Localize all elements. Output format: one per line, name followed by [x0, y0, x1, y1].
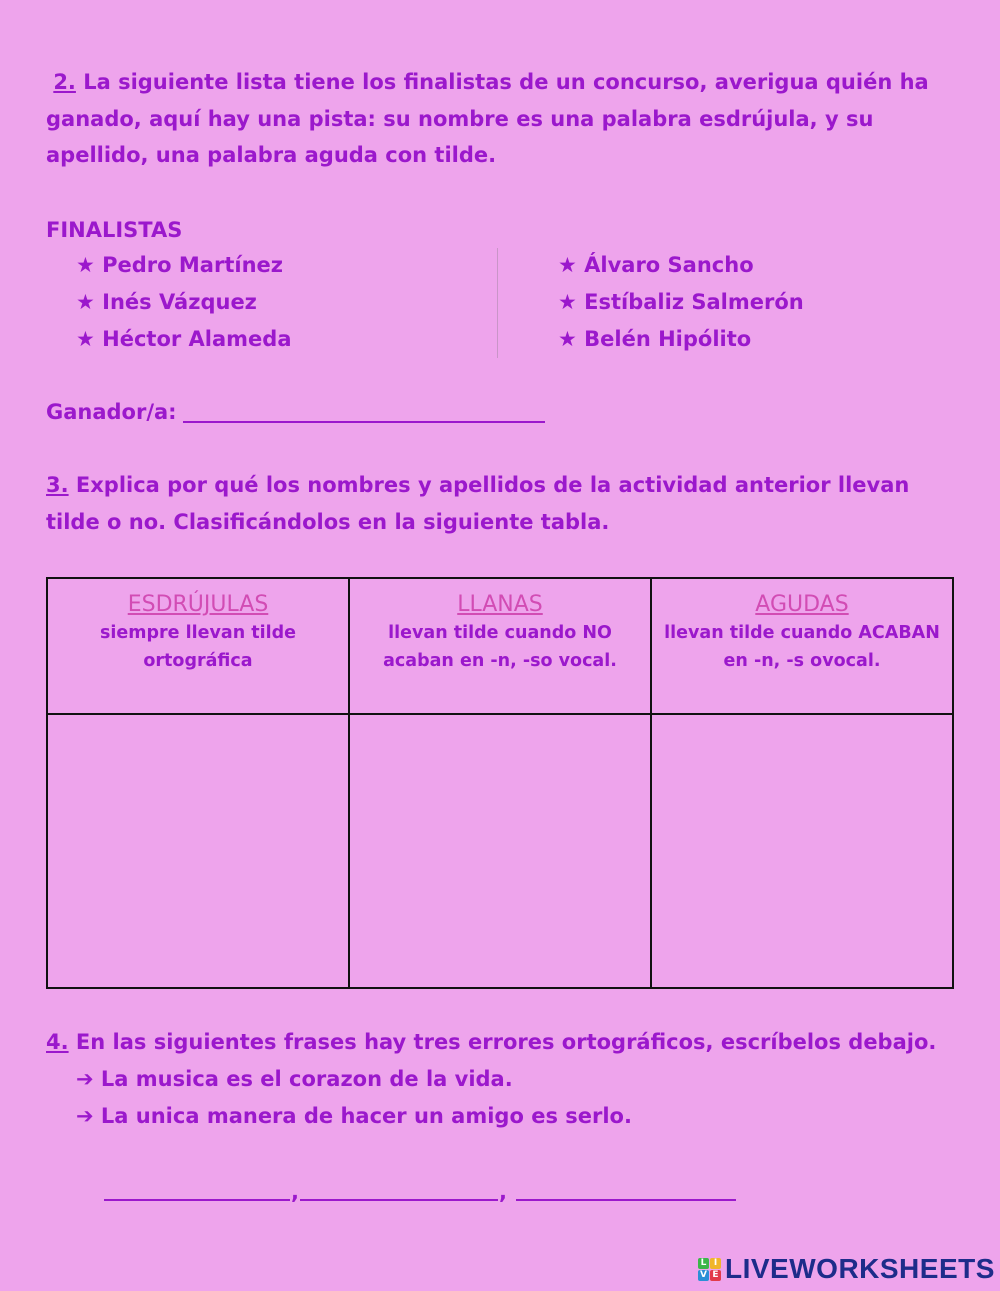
question-4 — [46, 1024, 936, 1061]
error-answer-field-2[interactable] — [300, 1178, 498, 1201]
error-answer-field-1[interactable] — [104, 1178, 290, 1201]
finalist-item: ★ Héctor Alameda — [76, 326, 292, 351]
sentence-list — [76, 1061, 632, 1134]
question-2-text: La siguiente lista tiene los finalistas de un concurso, averigua quién ha ganado, aquí hay una pista: su nombre es una palabra esdrújula, y su apellido, una palabra aguda con tilde. — [46, 70, 929, 167]
question-3 — [46, 467, 946, 540]
question-4-number: 4. — [46, 1030, 69, 1054]
arrow-icon: ➔ — [76, 1067, 94, 1091]
column-header-esdrujulas: ESDRÚJULAS siempre llevan tilde ortográfica — [47, 578, 349, 714]
column-header-agudas: AGUDAS llevan tilde cuando ACABAN en -n, -s ovocal. — [651, 578, 953, 714]
finalists-right-list — [558, 247, 804, 357]
finalist-item: ★ Belén Hipólito — [558, 326, 752, 351]
finalists-title: FINALISTAS — [46, 218, 183, 242]
column-divider — [497, 248, 498, 358]
winner-label: Ganador/a: — [46, 400, 177, 424]
answer-cell-llanas[interactable] — [349, 714, 651, 988]
finalist-item: ★ Inés Vázquez — [76, 289, 257, 314]
winner-answer-field[interactable] — [183, 399, 545, 423]
sentence-item: ➔ La unica manera de hacer un amigo es serlo. — [76, 1103, 632, 1128]
question-3-number: 3. — [46, 473, 69, 497]
finalist-item: ★ Pedro Martínez — [76, 253, 283, 277]
sentence-item: ➔ La musica es el corazon de la vida. — [76, 1067, 513, 1091]
question-3-text: Explica por qué los nombres y apellidos de la actividad anterior llevan tilde o no. Clasificándolos en la siguiente tabla. — [46, 473, 910, 534]
arrow-icon: ➔ — [76, 1103, 94, 1128]
star-icon: ★ — [76, 289, 95, 314]
question-2 — [46, 64, 936, 174]
liveworksheets-logo — [698, 1253, 995, 1285]
star-icon: ★ — [76, 326, 95, 351]
logo-text: LIVEWORKSHEETS — [725, 1253, 995, 1284]
answer-cell-esdrujulas[interactable] — [47, 714, 349, 988]
error-answer-field-3[interactable] — [516, 1178, 736, 1201]
star-icon: ★ — [558, 253, 577, 277]
column-header-llanas: LLANAS llevan tilde cuando NO acaban en -n, -so vocal. — [349, 578, 651, 714]
classification-table — [46, 577, 954, 989]
finalist-item: ★ Álvaro Sancho — [558, 253, 754, 277]
finalists-left-list — [76, 247, 292, 357]
star-icon: ★ — [558, 289, 577, 314]
star-icon: ★ — [76, 253, 95, 277]
finalist-item: ★ Estíbaliz Salmerón — [558, 289, 804, 314]
answer-cell-agudas[interactable] — [651, 714, 953, 988]
question-2-number: 2. — [53, 70, 76, 94]
table-header-row — [47, 578, 953, 714]
table-answer-row — [47, 714, 953, 988]
logo-icon: L I V E — [698, 1258, 721, 1281]
winner-row — [46, 394, 545, 431]
star-icon: ★ — [558, 326, 577, 351]
question-4-text: En las siguientes frases hay tres errores ortográficos, escríbelos debajo. — [68, 1030, 937, 1054]
